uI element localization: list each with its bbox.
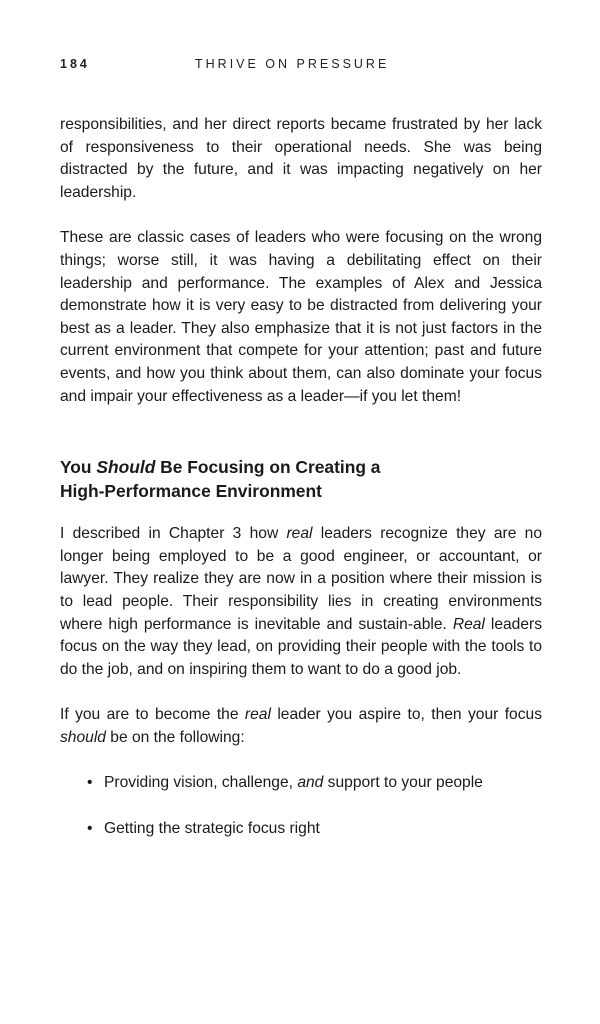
p3-emphasis-real-2: Real bbox=[452, 615, 485, 633]
p3-text-b: leaders recognize they are no longer being employed to be a good engineer, or accountant, or lawyer. They realize they are now in a position where their mission is to lead people. Their responsibility lies in creating environments where high performance is inevitable and sustain-able. bbox=[60, 525, 542, 633]
item1-text-a: Providing vision, challenge, bbox=[104, 774, 298, 792]
paragraph-3 bbox=[60, 523, 542, 681]
section-heading bbox=[60, 456, 542, 503]
bullet-list bbox=[60, 772, 542, 840]
heading-emphasis: Should bbox=[96, 457, 156, 478]
item1-text-b: support to your people bbox=[323, 774, 483, 792]
list-item bbox=[60, 818, 542, 841]
running-head bbox=[60, 57, 542, 73]
p4-emphasis-real: real bbox=[244, 706, 271, 724]
paragraph-4 bbox=[60, 704, 542, 749]
p4-text-c: be on the following: bbox=[105, 728, 245, 746]
p4-text-b: leader you aspire to, then your focus bbox=[270, 706, 542, 724]
p4-text-a: If you are to become the bbox=[60, 706, 245, 724]
item1-emphasis-and: and bbox=[297, 774, 324, 792]
p3-text-c: leaders focus on the way they lead, on providing their people with the tools to do the job, and on inspiring them to want to do a good job. bbox=[60, 615, 542, 678]
list-item bbox=[60, 772, 542, 795]
paragraph-1: responsibilities, and her direct reports became frustrated by her lack of responsiveness to their operational needs. She was being distracted by the future, and it was impacting negatively on her leadership. bbox=[60, 116, 542, 201]
bullet-icon: • bbox=[87, 820, 93, 838]
book-title: THRIVE ON PRESSURE bbox=[195, 57, 390, 71]
p3-emphasis-real: real bbox=[286, 525, 313, 543]
page-content bbox=[60, 114, 542, 864]
heading-text-3: High-Performance Environment bbox=[60, 480, 322, 501]
page-number: 184 bbox=[60, 57, 90, 71]
paragraph-2: These are classic cases of leaders who were focusing on the wrong things; worse still, it was having a debilitating effect on their leadership and performance. The examples of Alex and Jessica demonstrate how it is very easy to be distracted from delivering your best as a leader. They also emphasize that it is not just factors in the current environment that compete for your attention; past and future events, and how you think about them, can also dominate your focus and impair your effectiveness as a leader—if you let them! bbox=[60, 229, 542, 405]
p3-text-a: I described in Chapter 3 how bbox=[60, 525, 287, 543]
p4-emphasis-should: should bbox=[60, 728, 106, 746]
bullet-icon: • bbox=[87, 774, 93, 792]
heading-text-2: Be Focusing on Creating a bbox=[155, 457, 381, 478]
heading-text-1: You bbox=[60, 457, 97, 478]
item2-text: Getting the strategic focus right bbox=[104, 820, 320, 838]
